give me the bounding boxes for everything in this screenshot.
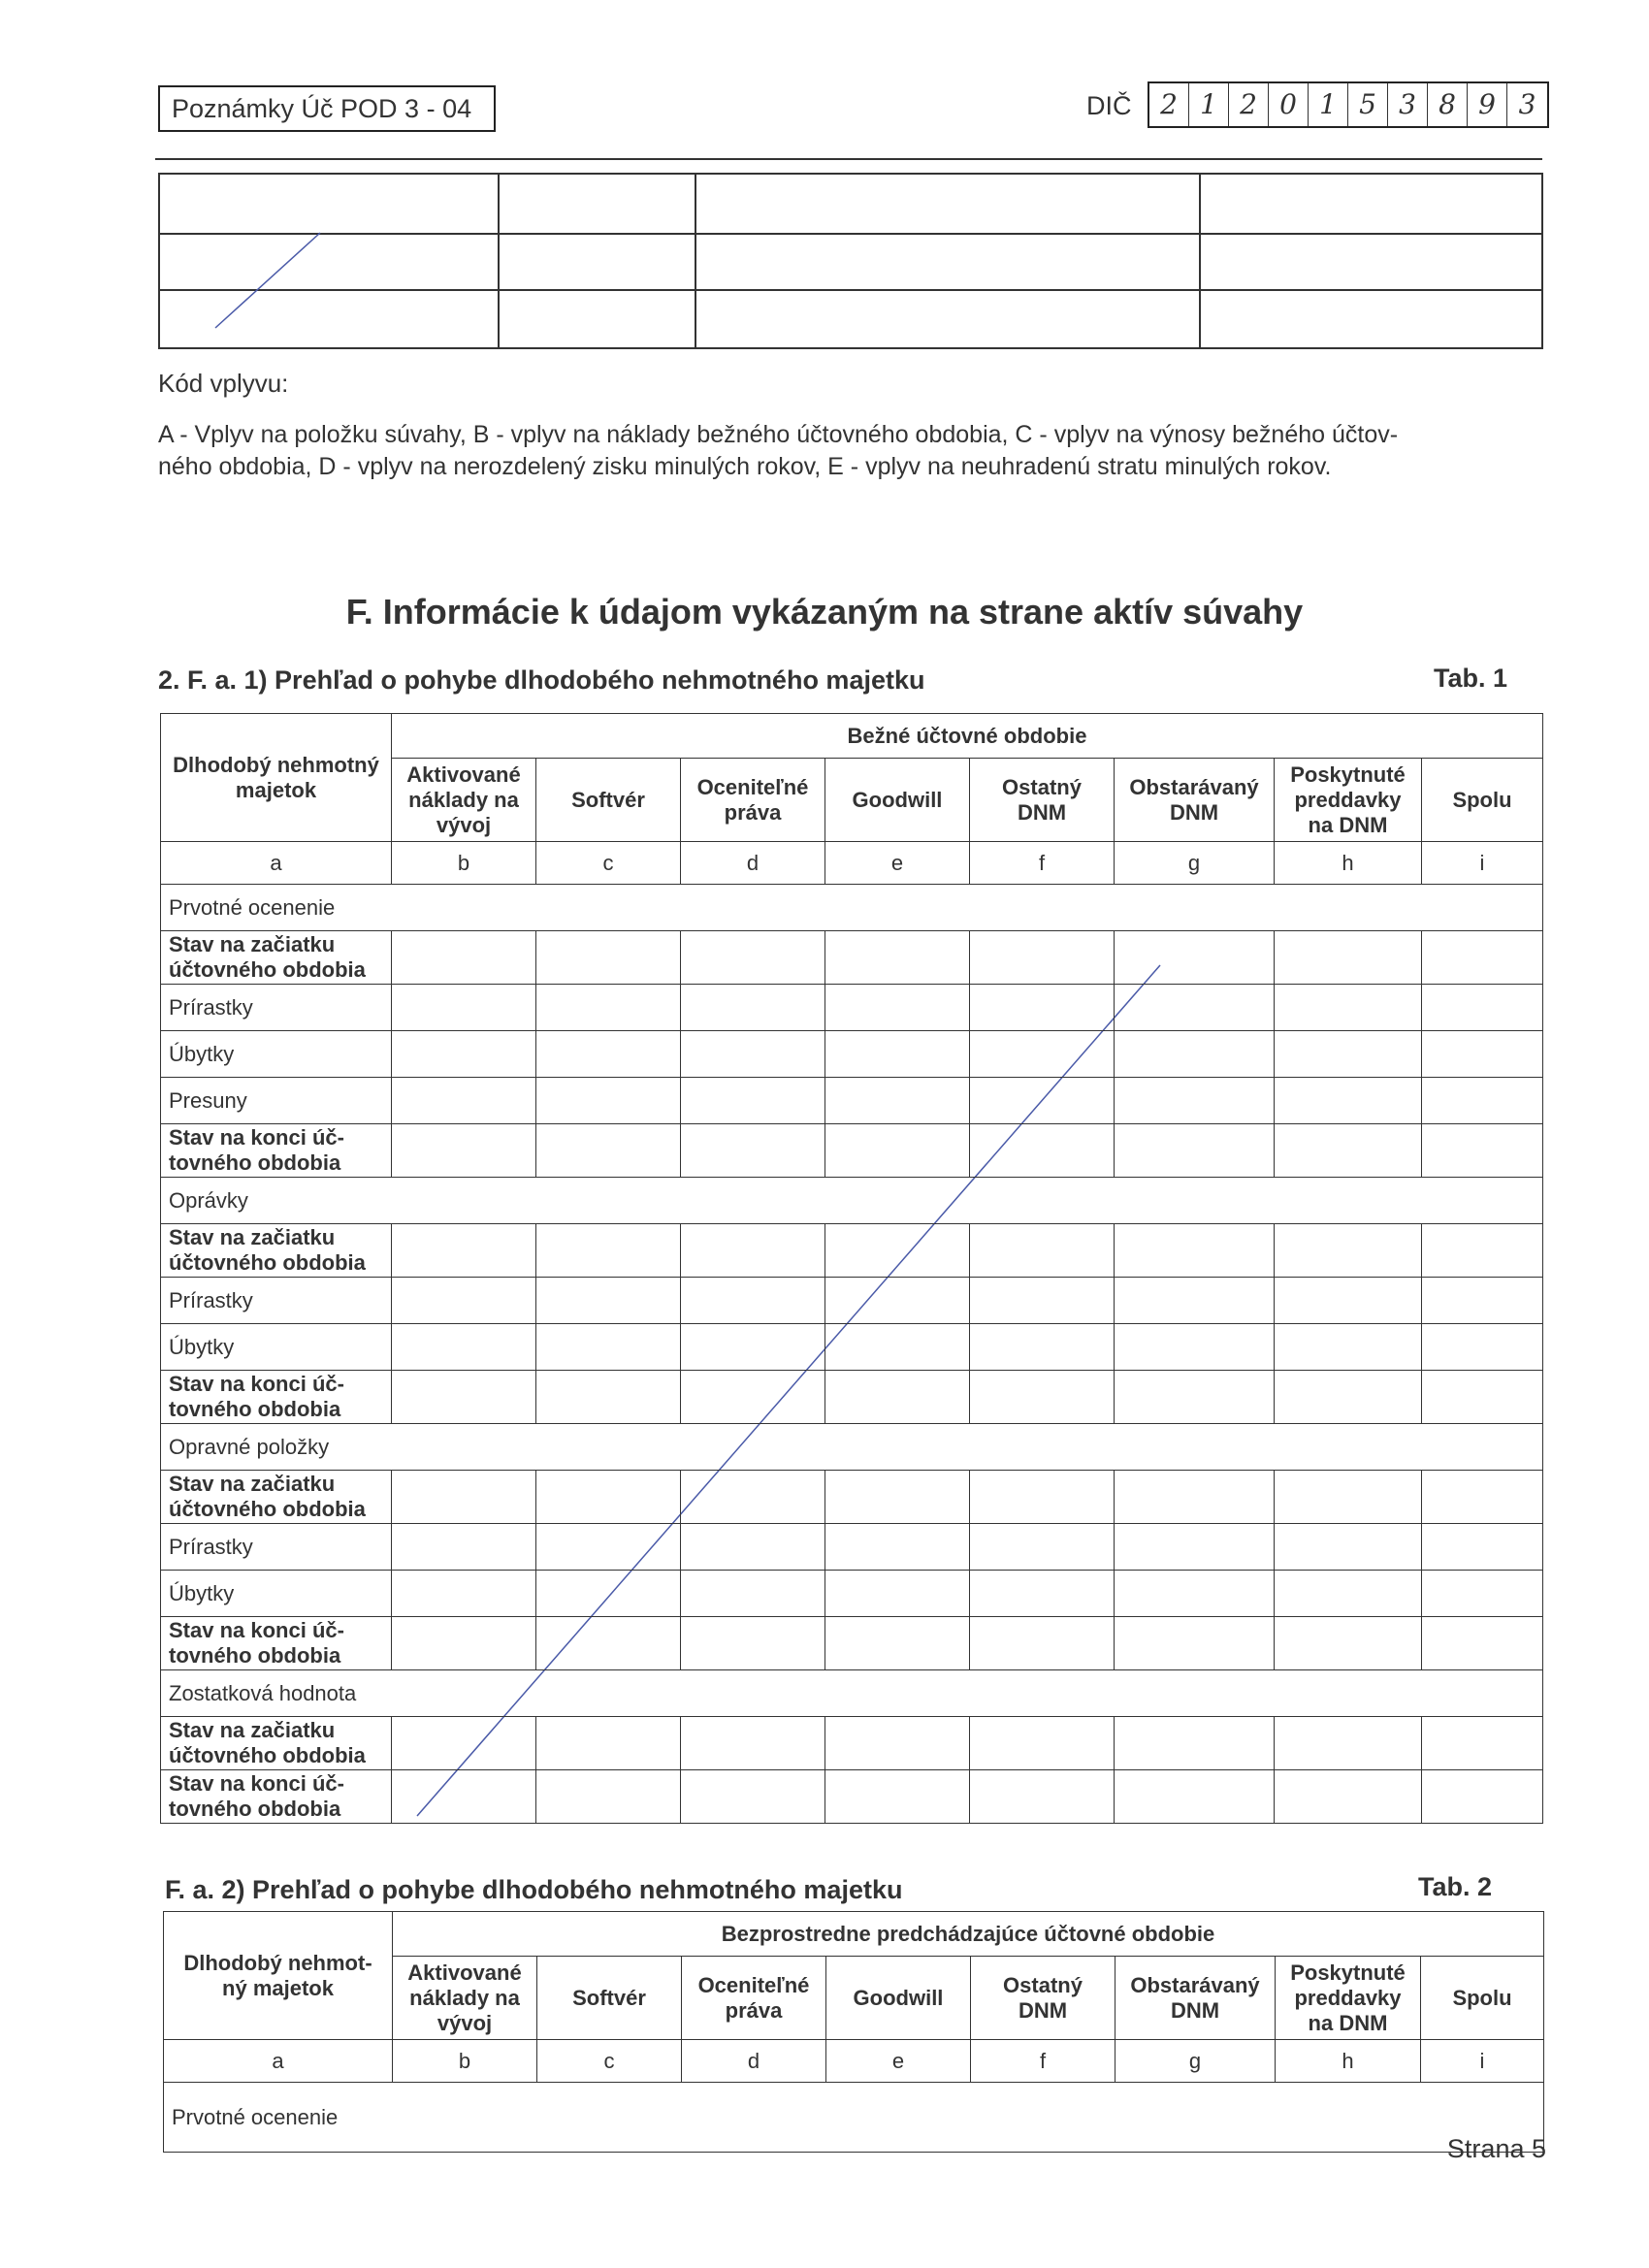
column-header: Ostatný DNM xyxy=(971,1957,1116,2040)
value-cell xyxy=(392,1717,536,1770)
legend-text xyxy=(158,419,1545,483)
row-label: Stav na konci úč-tovného obdobia xyxy=(161,1371,392,1424)
row-label: Prírastky xyxy=(161,1524,392,1571)
value-cell xyxy=(825,1324,970,1371)
legend-line: ného obdobia, D - vplyv na nerozdelený zisku minulých rokov, E - vplyv na neuhradenú stratu minulých rokov. xyxy=(158,453,1332,480)
value-cell xyxy=(392,1524,536,1571)
table1-caption: 2. F. a. 1) Prehľad o pohybe dlhodobého nehmotného majetku xyxy=(158,665,925,695)
column-header: Softvér xyxy=(536,759,681,842)
value-cell xyxy=(392,1571,536,1617)
value-cell xyxy=(1115,1571,1275,1617)
column-letter: h xyxy=(1276,2040,1421,2083)
value-cell xyxy=(536,1617,681,1670)
table-row xyxy=(161,931,1543,985)
column-letter: e xyxy=(826,2040,971,2083)
value-cell xyxy=(1422,1617,1543,1670)
value-cell xyxy=(681,1371,825,1424)
value-cell xyxy=(536,1224,681,1278)
column-header: Poskytnuté preddavky na DNM xyxy=(1275,759,1422,842)
value-cell xyxy=(536,1717,681,1770)
table-row xyxy=(161,1424,1543,1471)
row-label: Úbytky xyxy=(161,1324,392,1371)
value-cell xyxy=(1275,1524,1422,1571)
value-cell xyxy=(1115,985,1275,1031)
value-cell xyxy=(536,1078,681,1124)
value-cell xyxy=(681,1031,825,1078)
value-cell xyxy=(536,1770,681,1824)
row-label: Stav na konci úč-tovného obdobia xyxy=(161,1617,392,1670)
column-letter: f xyxy=(970,842,1115,885)
value-cell xyxy=(970,1524,1115,1571)
value-cell xyxy=(392,1617,536,1670)
row-label: Prírastky xyxy=(161,985,392,1031)
value-cell xyxy=(681,931,825,985)
row-label: Stav na konci úč-tovného obdobia xyxy=(161,1124,392,1178)
value-cell xyxy=(392,1278,536,1324)
value-cell xyxy=(970,1078,1115,1124)
value-cell xyxy=(970,1278,1115,1324)
row-label: Stav na konci úč-tovného obdobia xyxy=(161,1770,392,1824)
column-header: Obstarávaný DNM xyxy=(1115,759,1275,842)
value-cell xyxy=(1422,1278,1543,1324)
value-cell xyxy=(1275,1224,1422,1278)
value-cell xyxy=(392,1224,536,1278)
period-header: Bezprostredne predchádzajúce účtovné obdobie xyxy=(393,1912,1544,1957)
value-cell xyxy=(970,931,1115,985)
value-cell xyxy=(1275,1324,1422,1371)
value-cell xyxy=(825,1617,970,1670)
value-cell xyxy=(1275,1617,1422,1670)
section-title: F. Informácie k údajom vykázaným na strane aktív súvahy xyxy=(345,592,1304,632)
value-cell xyxy=(825,1524,970,1571)
value-cell xyxy=(1422,1471,1543,1524)
value-cell xyxy=(681,1224,825,1278)
row-label: Oprávky xyxy=(161,1178,1543,1224)
value-cell xyxy=(1422,1524,1543,1571)
column-header: Aktivované náklady na vývoj xyxy=(393,1957,537,2040)
value-cell xyxy=(392,985,536,1031)
value-cell xyxy=(536,1524,681,1571)
table-row xyxy=(161,1371,1543,1424)
row-label: Stav na začiatku účtovného obdobia xyxy=(161,931,392,985)
value-cell xyxy=(1115,1078,1275,1124)
value-cell xyxy=(1422,1770,1543,1824)
column-header: Oceniteľné práva xyxy=(681,759,825,842)
column-letter: h xyxy=(1275,842,1422,885)
value-cell xyxy=(1422,985,1543,1031)
table-row xyxy=(161,1224,1543,1278)
column-header: Oceniteľné práva xyxy=(682,1957,826,2040)
column-header: Poskytnuté preddavky na DNM xyxy=(1276,1957,1421,2040)
value-cell xyxy=(825,1717,970,1770)
value-cell xyxy=(825,931,970,985)
value-cell xyxy=(681,1324,825,1371)
value-cell xyxy=(970,1324,1115,1371)
value-cell xyxy=(1115,1124,1275,1178)
value-cell xyxy=(1115,1371,1275,1424)
value-cell xyxy=(1115,1031,1275,1078)
value-cell xyxy=(1275,1278,1422,1324)
column-letter: g xyxy=(1115,842,1275,885)
dic-digit-cell: 3 xyxy=(1388,83,1428,126)
row-label: Presuny xyxy=(161,1078,392,1124)
table1-tab-label: Tab. 1 xyxy=(1434,664,1508,693)
row-label: Zostatková hodnota xyxy=(161,1670,1543,1717)
value-cell xyxy=(681,1524,825,1571)
table-row xyxy=(161,1670,1543,1717)
value-cell xyxy=(536,1471,681,1524)
table-row xyxy=(161,1770,1543,1824)
value-cell xyxy=(1422,1371,1543,1424)
value-cell xyxy=(970,1031,1115,1078)
row-label: Úbytky xyxy=(161,1571,392,1617)
value-cell xyxy=(681,1571,825,1617)
value-cell xyxy=(1275,1124,1422,1178)
value-cell xyxy=(536,1371,681,1424)
table-row xyxy=(161,1031,1543,1078)
table2-caption: F. a. 2) Prehľad o pohybe dlhodobého nehmotného majetku xyxy=(165,1875,903,1904)
column-letter: i xyxy=(1421,2040,1544,2083)
value-cell xyxy=(1422,1224,1543,1278)
table1 xyxy=(160,713,1543,1824)
value-cell xyxy=(1115,1224,1275,1278)
column-letter: b xyxy=(393,2040,537,2083)
page-number: Strana 5 xyxy=(1446,2134,1546,2163)
value-cell xyxy=(536,1031,681,1078)
value-cell xyxy=(970,1471,1115,1524)
value-cell xyxy=(970,1770,1115,1824)
column-header: Aktivované náklady na vývoj xyxy=(392,759,536,842)
column-letter: a xyxy=(161,842,392,885)
dic-digit-cell: 2 xyxy=(1229,83,1269,126)
value-cell xyxy=(1115,1471,1275,1524)
table-row xyxy=(161,1278,1543,1324)
value-cell xyxy=(681,1471,825,1524)
dic-digit-cell: 5 xyxy=(1348,83,1388,126)
value-cell xyxy=(1422,1324,1543,1371)
value-cell xyxy=(825,1571,970,1617)
table-row xyxy=(161,1324,1543,1371)
column-letter: e xyxy=(825,842,970,885)
value-cell xyxy=(825,1031,970,1078)
column-header: Goodwill xyxy=(825,759,970,842)
value-cell xyxy=(970,985,1115,1031)
value-cell xyxy=(681,1717,825,1770)
value-cell xyxy=(536,1571,681,1617)
row-label: Stav na začiatku účtovného obdobia xyxy=(161,1717,392,1770)
table2 xyxy=(163,1911,1544,2153)
table-row xyxy=(164,2083,1544,2153)
column-header: Ostatný DNM xyxy=(970,759,1115,842)
value-cell xyxy=(536,1324,681,1371)
row-label: Stav na začiatku účtovného obdobia xyxy=(161,1224,392,1278)
value-cell xyxy=(392,1078,536,1124)
table-row xyxy=(161,985,1543,1031)
value-cell xyxy=(1275,985,1422,1031)
value-cell xyxy=(970,1717,1115,1770)
value-cell xyxy=(1115,1324,1275,1371)
value-cell xyxy=(825,1078,970,1124)
value-cell xyxy=(825,1770,970,1824)
value-cell xyxy=(1275,1571,1422,1617)
column-header: Softvér xyxy=(537,1957,682,2040)
value-cell xyxy=(1115,1278,1275,1324)
value-cell xyxy=(970,1224,1115,1278)
value-cell xyxy=(681,1278,825,1324)
row-label: Prvotné ocenenie xyxy=(161,885,1543,931)
value-cell xyxy=(392,1324,536,1371)
row-label: Stav na začiatku účtovného obdobia xyxy=(161,1471,392,1524)
value-cell xyxy=(970,1617,1115,1670)
value-cell xyxy=(536,1278,681,1324)
value-cell xyxy=(681,1617,825,1670)
value-cell xyxy=(681,1078,825,1124)
value-cell xyxy=(825,1224,970,1278)
first-col-header: Dlhodobý nehmotný majetok xyxy=(161,714,392,842)
value-cell xyxy=(681,1124,825,1178)
value-cell xyxy=(536,985,681,1031)
value-cell xyxy=(970,1571,1115,1617)
table-row xyxy=(161,1571,1543,1617)
table-row xyxy=(161,885,1543,931)
value-cell xyxy=(1422,1124,1543,1178)
value-cell xyxy=(1115,931,1275,985)
value-cell xyxy=(1422,1078,1543,1124)
form-code: Poznámky Úč POD 3 - 04 xyxy=(172,94,472,123)
column-letter: g xyxy=(1116,2040,1276,2083)
value-cell xyxy=(1115,1717,1275,1770)
value-cell xyxy=(1275,1471,1422,1524)
column-header: Goodwill xyxy=(826,1957,971,2040)
table-row xyxy=(161,1471,1543,1524)
table-row xyxy=(161,1078,1543,1124)
value-cell xyxy=(392,1770,536,1824)
column-letter: f xyxy=(971,2040,1116,2083)
value-cell xyxy=(1115,1617,1275,1670)
value-cell xyxy=(1275,1770,1422,1824)
dic-digit-cell: 1 xyxy=(1309,83,1348,126)
value-cell xyxy=(825,985,970,1031)
value-cell xyxy=(1422,1717,1543,1770)
kod-vplyvu-label: Kód vplyvu: xyxy=(158,369,289,398)
column-letter: c xyxy=(537,2040,682,2083)
column-letter: d xyxy=(681,842,825,885)
column-letter: d xyxy=(682,2040,826,2083)
value-cell xyxy=(825,1471,970,1524)
value-cell xyxy=(970,1124,1115,1178)
dic-label: DIČ xyxy=(1086,91,1132,120)
value-cell xyxy=(392,1124,536,1178)
table-row xyxy=(161,1617,1543,1670)
value-cell xyxy=(825,1371,970,1424)
row-label: Prvotné ocenenie xyxy=(164,2083,1544,2153)
row-label: Prírastky xyxy=(161,1278,392,1324)
value-cell xyxy=(1275,1717,1422,1770)
dic-digit-cell: 0 xyxy=(1269,83,1309,126)
value-cell xyxy=(825,1278,970,1324)
dic-digit-cell: 2 xyxy=(1149,83,1189,126)
value-cell xyxy=(1422,1031,1543,1078)
dic-digit-cell: 1 xyxy=(1189,83,1229,126)
column-header: Spolu xyxy=(1421,1957,1544,2040)
column-header: Spolu xyxy=(1422,759,1543,842)
legend-line: A - Vplyv na položku súvahy, B - vplyv na náklady bežného účtovného obdobia, C - vplyv na výnosy bežného účtov- xyxy=(158,421,1399,448)
column-letter: c xyxy=(536,842,681,885)
first-col-header: Dlhodobý nehmot-ný majetok xyxy=(164,1912,393,2040)
value-cell xyxy=(825,1124,970,1178)
value-cell xyxy=(392,1371,536,1424)
dic-digit-cell: 9 xyxy=(1468,83,1507,126)
value-cell xyxy=(1422,931,1543,985)
value-cell xyxy=(1422,1571,1543,1617)
column-letter: i xyxy=(1422,842,1543,885)
row-label: Úbytky xyxy=(161,1031,392,1078)
value-cell xyxy=(681,985,825,1031)
column-header: Obstarávaný DNM xyxy=(1116,1957,1276,2040)
column-letter: a xyxy=(164,2040,393,2083)
table-row xyxy=(161,1717,1543,1770)
column-letter: b xyxy=(392,842,536,885)
value-cell xyxy=(392,1471,536,1524)
value-cell xyxy=(1275,931,1422,985)
table-row xyxy=(161,1524,1543,1571)
dic-digit-cell: 8 xyxy=(1428,83,1468,126)
row-label: Opravné položky xyxy=(161,1424,1543,1471)
value-cell xyxy=(1275,1031,1422,1078)
dic-digit-cell: 3 xyxy=(1518,88,1536,120)
value-cell xyxy=(970,1371,1115,1424)
value-cell xyxy=(1115,1524,1275,1571)
value-cell xyxy=(1115,1770,1275,1824)
value-cell xyxy=(392,1031,536,1078)
value-cell xyxy=(536,931,681,985)
table-row xyxy=(161,1178,1543,1224)
value-cell xyxy=(1275,1078,1422,1124)
value-cell xyxy=(392,931,536,985)
value-cell xyxy=(536,1124,681,1178)
period-header: Bežné účtovné obdobie xyxy=(392,714,1543,759)
table-row xyxy=(161,1124,1543,1178)
value-cell xyxy=(1275,1371,1422,1424)
value-cell xyxy=(681,1770,825,1824)
table2-tab-label: Tab. 2 xyxy=(1418,1872,1493,1901)
